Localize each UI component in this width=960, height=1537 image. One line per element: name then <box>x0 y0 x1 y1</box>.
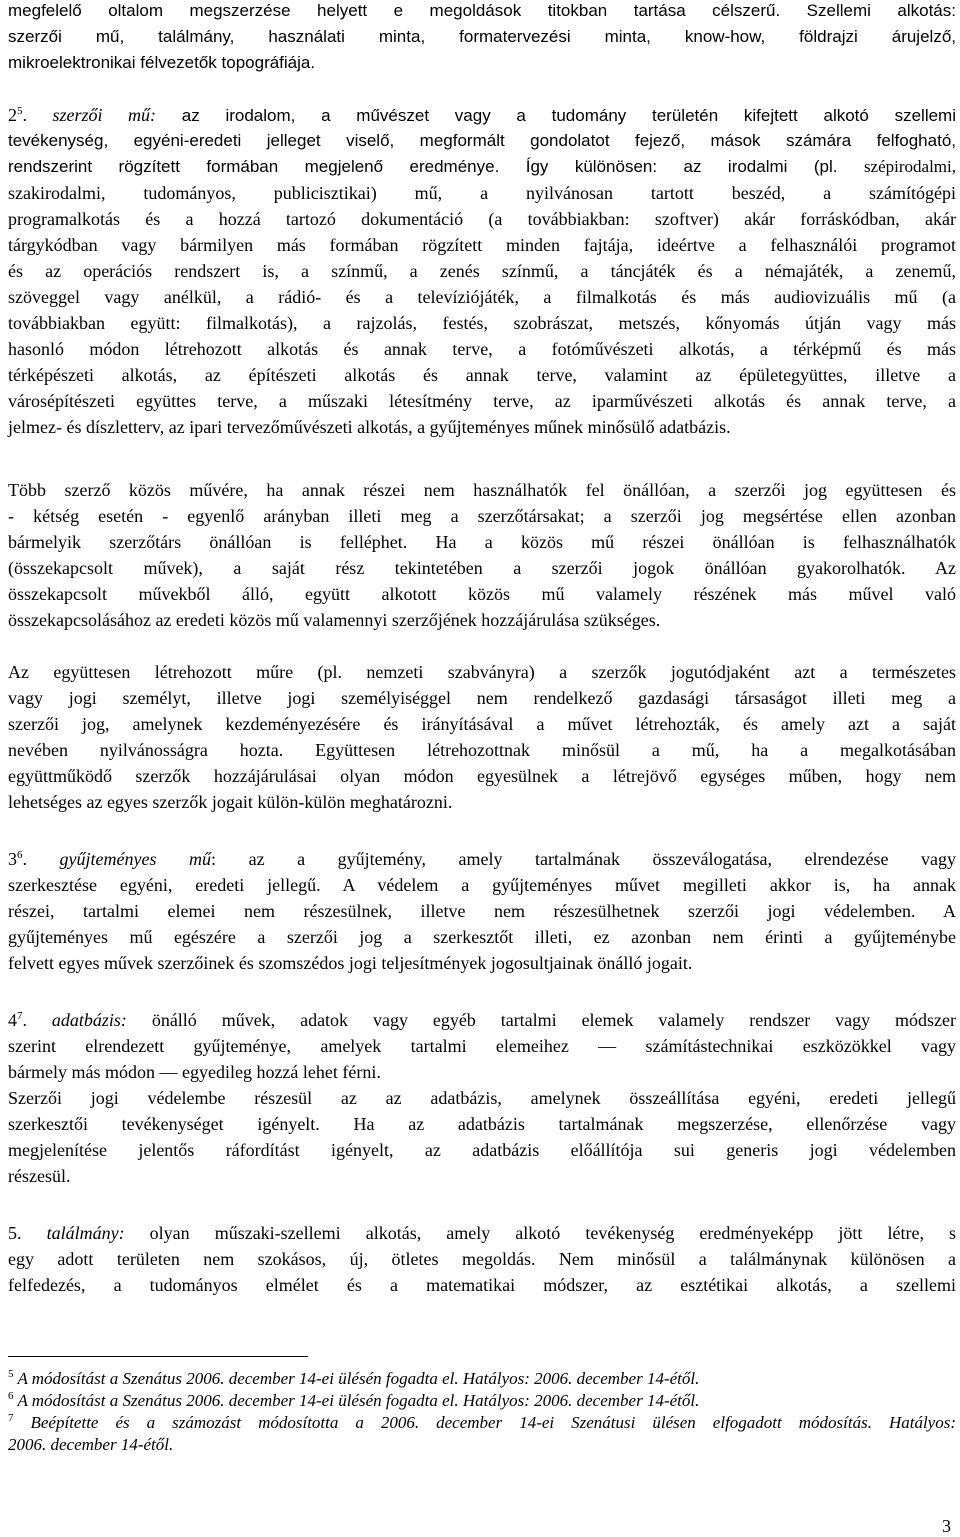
text-line <box>8 24 956 50</box>
text-line <box>8 1272 956 1298</box>
text-run: az irodalom, a művészet vagy a tudomány területén kifejtett alkotó szellemi <box>156 106 956 125</box>
footnote-marker: 5 <box>17 105 23 117</box>
text-run: hasonló módon létrehozott alkotás és annak terve, a fotóművészeti alkotás, a térképmű és más <box>8 339 956 359</box>
text-line <box>8 1007 956 1033</box>
text-line <box>8 102 956 128</box>
footnote-marker: 5 <box>8 1368 14 1380</box>
text-run: szerzői mű, találmány, használati minta, formatervezési minta, know-how, földrajzi árujelző, <box>8 27 956 46</box>
text-run: 3 <box>8 849 17 869</box>
text-line <box>8 388 956 414</box>
text-run: programalkotás és a hozzá tartozó dokumentáció (a továbbiakban: szoftver) akár forráskódban, akár <box>8 209 956 229</box>
text-run: rendszerint rögzített formában megjelenő eredménye. Így különösen: az irodalmi (pl. <box>8 157 864 176</box>
text-run: . <box>22 1010 52 1030</box>
text-run: mikroelektronikai félvezetők topográfiája. <box>8 53 316 72</box>
text-run: továbbiakban együtt: filmalkotás), a rajzolás, festés, szobrászat, metszés, kőnyomás útján vagy más <box>8 313 956 333</box>
text-run: - kétség esetén - egyenlő arányban illeti meg a szerzőtársakat; a szerzői jog megsértése ellen azonban <box>8 506 956 526</box>
footnote-marker: 6 <box>17 849 23 861</box>
text-run: városépítészeti együttes terve, a műszaki létesítmény terve, az iparművészeti alkotás és annak terve, a <box>8 391 956 411</box>
text-run: szerkesztése egyéni, eredeti jellegű. A védelem a gyűjteményes művet megilleti akkor is, ha annak <box>8 875 956 895</box>
text-line <box>8 1111 956 1137</box>
text-run: olyan műszaki-szellemi alkotás, amely alkotó tevékenység eredményeképp jött létre, s <box>124 1223 957 1243</box>
footnote-line <box>8 1412 956 1434</box>
text-line <box>8 924 956 950</box>
text-run: . <box>22 849 60 869</box>
text-run: szerint elrendezett gyűjteménye, amelyek tartalmi elemeihez — számítástechnikai eszközökkel vagy <box>8 1036 956 1056</box>
text-run: szépirodalmi, <box>863 157 956 176</box>
text-run: gyűjteményes mű egészére a szerzői jog a szerkesztőt illeti, ez azonban nem érinti a gyűjteménybe <box>8 927 956 947</box>
text-line <box>8 1220 956 1246</box>
text-run: (összekapcsolt művek), a saját rész tekintetében a szerzői jogok önállóan gyakorolhatók. Az <box>8 558 956 578</box>
text-run: 4 <box>8 1010 17 1030</box>
text-line <box>8 1137 956 1163</box>
text-run: felvett egyes művek szerzőinek és szomszédos jogi teljesítmények jogosultjainak önálló jogait. <box>8 953 693 973</box>
defined-term: 2006. december 14-étől. <box>8 1435 174 1454</box>
text-run: összekapcsolt művekből álló, együtt alkotott közös mű valamely részének más művel való <box>8 584 956 604</box>
text-line <box>8 258 956 284</box>
text-line <box>8 846 956 872</box>
text-run: megfelelő oltalom megszerzése helyett e megoldások titokban tartása célszerű. Szellemi alkotás: <box>8 1 956 20</box>
text-line <box>8 737 956 763</box>
text-run: összekapcsolásához az eredeti közös mű valamennyi szerzőjének hozzájárulása szükséges. <box>8 610 661 630</box>
text-line <box>8 1059 956 1085</box>
text-line <box>8 1246 956 1272</box>
text-line <box>8 336 956 362</box>
text-line <box>8 232 956 258</box>
text-line <box>8 128 956 154</box>
text-run: együttműködő szerzők hozzájárulásai olyan módon egyesülnek a létrejövő egységes műben, hogy nem <box>8 766 956 786</box>
text-run: szakirodalmi, tudományos, publicisztikai) mű, a nyilvánosan tartott beszéd, a számítógépi <box>8 183 956 203</box>
text-run: jelmez- és díszletterv, az ipari tervezőművészeti alkotás, a gyűjteményes műnek minősülő adatbázis. <box>8 417 731 437</box>
text-run: bármelyik szerzőtárs önállóan is felléphet. Ha a közös mű részei önállóan is felhasználhatók <box>8 532 956 552</box>
footnote-marker: 7 <box>17 1010 23 1022</box>
text-run: szerkesztői tevékenységet igényelt. Ha az adatbázis tartalmának megszerzése, ellenőrzése vagy <box>8 1114 956 1134</box>
text-line <box>8 206 956 232</box>
footnote-line <box>8 1434 956 1456</box>
text-line <box>8 872 956 898</box>
text-run: térképészeti alkotás, az építészeti alkotás és annak terve, valamint az épületegyüttes, illetve a <box>8 365 956 385</box>
text-line <box>8 950 956 976</box>
footnote-line <box>8 1368 956 1390</box>
text-line <box>8 898 956 924</box>
text-run: lehetséges az egyes szerzők jogait külön-külön meghatározni. <box>8 792 453 812</box>
footnote-separator <box>8 1356 308 1357</box>
footnote-marker: 7 <box>8 1412 14 1424</box>
defined-term: A módosítást a Szenátus 2006. december 14-ei ülésén fogadta el. Hatályos: 2006. december 14-étől. <box>13 1391 700 1410</box>
text-line <box>8 154 956 180</box>
text-run: szerzői jog, amelynek kezdeményezésére és irányításával a művet létrehozták, és amely azt a saját <box>8 714 956 734</box>
text-run: vagy jogi személyt, illetve jogi személyiséggel nem rendelkező gazdasági társaságot illeti meg a <box>8 688 956 708</box>
text-line <box>8 1085 956 1111</box>
text-line <box>8 310 956 336</box>
text-line <box>8 581 956 607</box>
text-run: 2 <box>8 105 17 125</box>
text-line <box>8 1033 956 1059</box>
text-line <box>8 477 956 503</box>
text-run: részei, tartalmi elemei nem részesülnek, illetve nem részesülhetnek szerzői jogi védelemben. A <box>8 901 956 921</box>
text-line <box>8 789 956 815</box>
defined-term: szerzői mű: <box>52 105 157 125</box>
footnote-line <box>8 1390 956 1412</box>
text-run: tárgykódban vagy bármilyen más formában rögzített minden fajtája, ideértve a felhasználói programot <box>8 235 956 255</box>
text-run: megjelenítése jelentős ráfordítást igényelt, az adatbázis előállítója sui generis jogi védelemben <box>8 1140 956 1160</box>
text-run: : az a gyűjtemény, amely tartalmának összeválogatása, elrendezése vagy <box>211 849 957 869</box>
defined-term: adatbázis: <box>51 1010 127 1030</box>
text-run: önálló művek, adatok vagy egyéb tartalmi elemek valamely rendszer vagy módszer <box>126 1010 957 1030</box>
text-run: felfedezés, a tudományos elmélet és a matematikai módszer, az esztétikai alkotás, a szellemi <box>8 1275 956 1295</box>
text-run: és az operációs rendszert is, a színmű, a zenés színmű, a táncjáték és a némajáték, a zenemű, <box>8 261 956 281</box>
text-line <box>8 50 956 76</box>
text-line <box>8 659 956 685</box>
text-line <box>8 414 956 440</box>
text-line <box>8 0 956 24</box>
text-line <box>8 763 956 789</box>
text-line <box>8 362 956 388</box>
page-number: 3 <box>942 1516 951 1536</box>
text-run: 5. <box>8 1223 47 1243</box>
text-run: Több szerző közös művére, ha annak részei nem használhatók fel önállóan, a szerzői jog együttesen és <box>8 480 956 500</box>
text-run: szöveggel vagy anélkül, a rádió- és a televíziójáték, a filmalkotás és más audiovizuális mű (a <box>8 287 956 307</box>
text-run: bármely más módon — egyedileg hozzá lehet férni. <box>8 1062 381 1082</box>
text-run: nevében nyilvánosságra hozta. Együttesen létrehozottnak minősül a mű, ha a megalkotásában <box>8 740 956 760</box>
text-line <box>8 685 956 711</box>
footnote-marker: 6 <box>8 1390 14 1402</box>
text-line <box>8 607 956 633</box>
defined-term: Beépítette és a számozást módosította a 2006. december 14-ei Szenátusi ülésen elfogadott módosítás. Hatályos: <box>13 1413 956 1432</box>
defined-term: találmány: <box>46 1223 125 1243</box>
text-run: Az együttesen létrehozott műre (pl. nemzeti szabványra) a szerzők jogutódjaként azt a természetes <box>8 662 956 682</box>
text-line <box>8 711 956 737</box>
text-run: tevékenység, egyéni-eredeti jelleget viselő, megformált gondolatot fejező, mások számára felfogható, <box>8 131 956 150</box>
text-line <box>8 180 956 206</box>
text-run: Szerzői jogi védelembe részesül az az adatbázis, amelynek összeállítása egyéni, eredeti jellegű <box>8 1088 956 1108</box>
text-run: egy adott területen nem szokásos, új, ötletes megoldás. Nem minősül a találmánynak különösen a <box>8 1249 956 1269</box>
text-run: . <box>22 105 53 125</box>
text-line <box>8 555 956 581</box>
text-run: részesül. <box>8 1166 71 1186</box>
text-line <box>8 1163 956 1189</box>
text-line <box>8 529 956 555</box>
defined-term: gyűjteményes mű <box>59 849 212 869</box>
text-line <box>8 503 956 529</box>
text-line <box>8 284 956 310</box>
defined-term: A módosítást a Szenátus 2006. december 14-ei ülésén fogadta el. Hatályos: 2006. december 14-étől. <box>13 1369 700 1388</box>
